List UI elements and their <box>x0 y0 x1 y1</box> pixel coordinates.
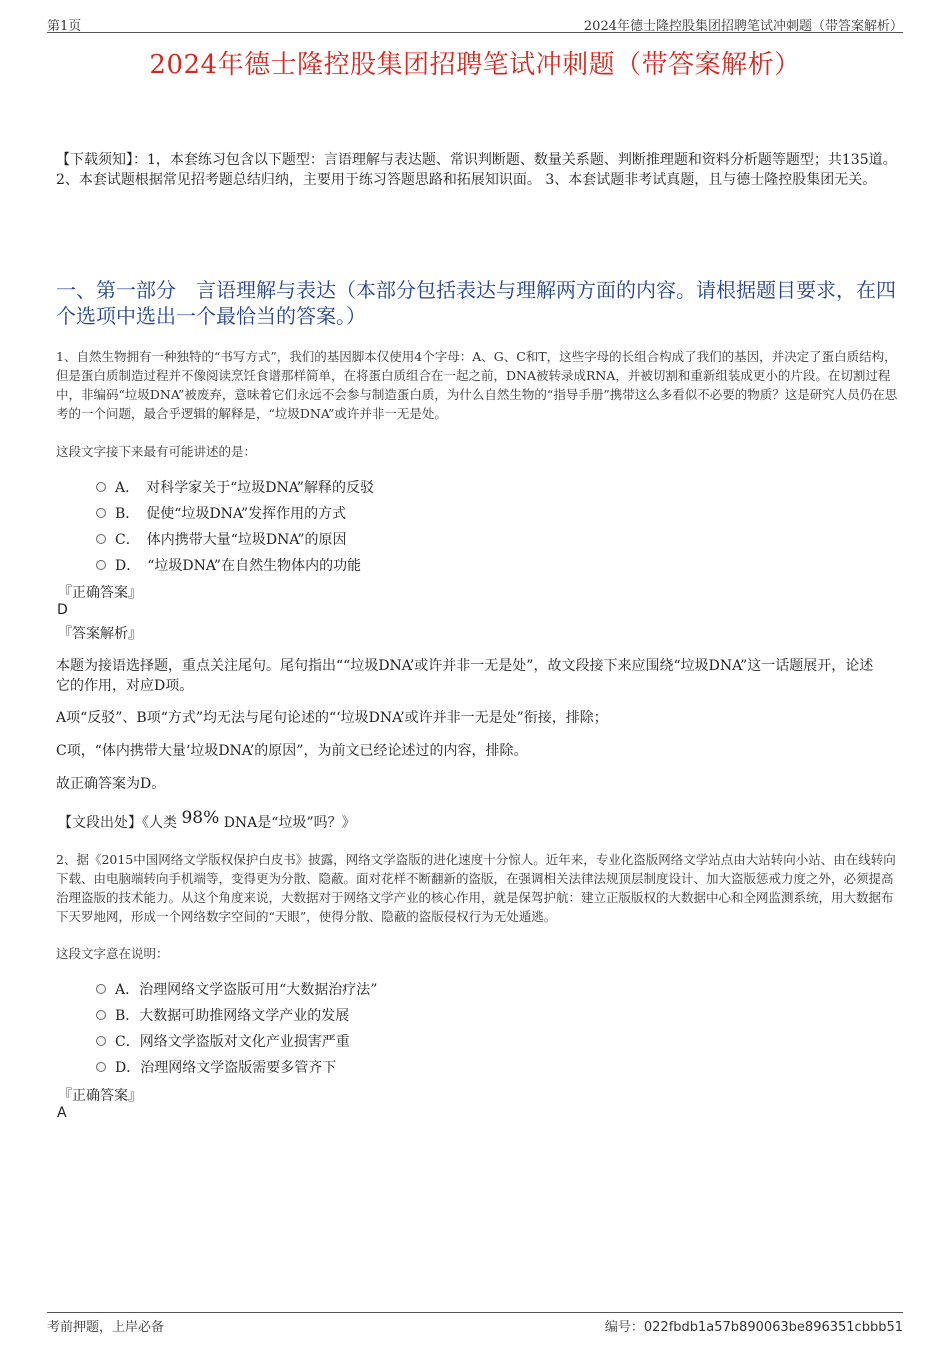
question-1-text: 1、自然生物拥有一种独特的“书写方式”，我们的基因脚本仅使用4个字母：A、G、C和T，这些字母的长组合构成了我们的基因，并决定了蛋白质结构，但是蛋白质制造过程并不像阅读烹饪食谱那样简单，在将蛋白质组合在一起之前，DNA被转录成RNA，并被切割和重新组装成更小的片段。在切割过程中，非编码“垃圾DNA”被废弃，意味着它们永远不会参与制造蛋白质，为什么自然生物的“指导手册”携带这么多看似不必要的物质？这是研究人员仍在思考的一个问题，最合乎逻辑的解释是，“垃圾DNA”或许并非一无是处。 <box>56 349 898 421</box>
option-label: D．治理网络文学盗版需要多管齐下 <box>115 1060 337 1076</box>
radio-icon[interactable] <box>96 984 106 994</box>
radio-icon[interactable] <box>96 508 106 518</box>
correct-answer: A <box>57 1105 67 1121</box>
question-1-prompt: 这段文字接下来最有可能讲述的是： <box>56 444 257 459</box>
radio-icon[interactable] <box>96 482 106 492</box>
footer-code-label: 编号： <box>604 1320 644 1335</box>
radio-icon[interactable] <box>96 534 106 544</box>
footer-code-value: 022fbdb1a57b890063be896351cbbb51 <box>643 1320 903 1335</box>
source-percent: 98% <box>181 808 220 828</box>
radio-icon[interactable] <box>96 560 106 570</box>
option-label: A．治理网络文学盗版可用“大数据治疗法” <box>115 982 378 998</box>
option-label: A． 对科学家关于“垃圾DNA”解释的反驳 <box>115 480 374 496</box>
analysis-label: 『答案解析』 <box>58 626 142 642</box>
download-notice: 【下载须知】：1，本套练习包含以下题型：言语理解与表达题、常识判断题、数量关系题、判断推理题和资料分析题等题型；共135道。 2、本套试题根据常见招考题总结归纳，主要用于练习答题思路和拓展知识面。 3、本套试题非考试真题，且与德士隆控股集团无关。 <box>56 152 897 188</box>
radio-icon[interactable] <box>96 1010 106 1020</box>
page-number: 第1页 <box>47 19 82 34</box>
analysis-paragraph: C项，“体内携带大量‘垃圾DNA’的原因”，为前文已经论述过的内容，排除。 <box>56 743 528 759</box>
header-doc-title: 2024年德士隆控股集团招聘笔试冲刺题（带答案解析） <box>583 19 903 34</box>
option-label: B．大数据可助推网络文学产业的发展 <box>115 1008 350 1024</box>
radio-icon[interactable] <box>96 1036 106 1046</box>
option-label: C．网络文学盗版对文化产业损害严重 <box>115 1034 350 1050</box>
source-citation <box>58 808 356 832</box>
correct-answer-label: 『正确答案』 <box>58 585 142 601</box>
correct-answer: D <box>57 602 68 618</box>
page-header <box>47 14 903 33</box>
analysis-paragraph: A项“反驳”、B项“方式”均无法与尾句论述的“‘垃圾DNA’或许并非一无是处”衔接，排除； <box>56 710 608 726</box>
page-footer <box>47 1312 903 1335</box>
source-suffix: DNA是“垃圾”吗？》 <box>223 815 356 831</box>
question-2-text: 2、据《2015中国网络文学版权保护白皮书》披露，网络文学盗版的进化速度十分惊人。近年来，专业化盗版网络文学站点由大站转向小站、由在线转向下载、由电脑端转向手机端等，变得更为分散、隐蔽。面对花样不断翻新的盗版，在强调相关法律法规顶层制度设计、加大盗版惩戒力度之外，必须提高治理盗版的技术能力。从这个角度来说，大数据对于网络文学产业的核心作用，就是保驾护航：建立正版版权的大数据中心和全网监测系统，用大数据布下天罗地网，形成一个网络数字空间的“天眼”，使得分散、隐蔽的盗版侵权行为无处遁逃。 <box>56 852 896 924</box>
footer-slogan: 考前押题，上岸必备 <box>47 1320 165 1335</box>
document-title: 2024年德士隆控股集团招聘笔试冲刺题（带答案解析） <box>149 50 801 80</box>
source-prefix: 【文段出处】《人类 <box>58 815 177 831</box>
option-label: B． 促使“垃圾DNA”发挥作用的方式 <box>115 506 347 522</box>
radio-icon[interactable] <box>96 1062 106 1072</box>
analysis-paragraph: 故正确答案为D。 <box>56 776 166 792</box>
footer-code <box>605 1316 903 1335</box>
section-heading: 一、第一部分 言语理解与表达（本部分包括表达与理解两方面的内容。请根据题目要求，在四个选项中选出一个最恰当的答案。） <box>56 278 896 328</box>
correct-answer-label: 『正确答案』 <box>58 1088 142 1104</box>
question-2-prompt: 这段文字意在说明： <box>56 946 169 961</box>
option-label: D． “垃圾DNA”在自然生物体内的功能 <box>115 558 362 574</box>
analysis-paragraph: 本题为接语选择题，重点关注尾句。尾句指出““垃圾DNA’或许并非一无是处”，故文段接下来应围绕“垃圾DNA”这一话题展开，论述它的作用，对应D项。 <box>56 658 874 694</box>
option-label: C． 体内携带大量“垃圾DNA”的原因 <box>115 532 347 548</box>
